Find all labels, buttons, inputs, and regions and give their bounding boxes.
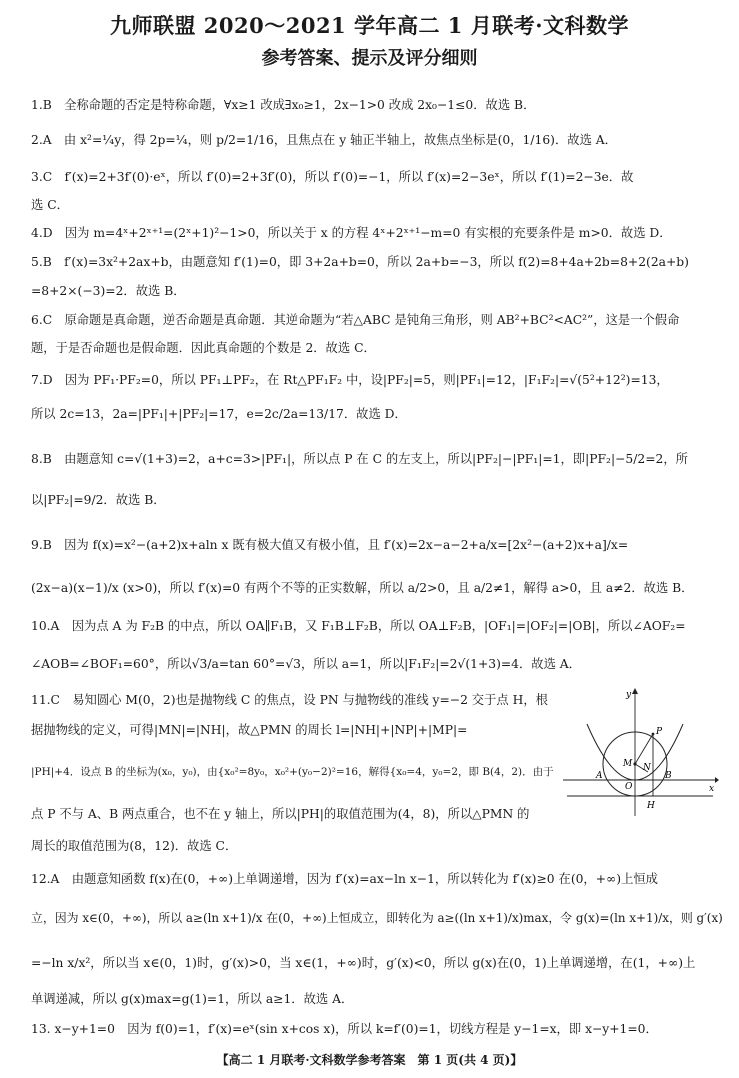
answer-line: 1.B 全称命题的否定是特称命题，∀x≥1 改成∃x₀≥1，2x−1>0 改成 2x₀−1≤0．故选 B．: [31, 98, 536, 112]
answer-line: 题，于是否命题也是假命题．因此真命题的个数是 2．故选 C．: [31, 341, 376, 355]
answer-line: =8+2×(−3)=2．故选 B．: [31, 284, 186, 298]
label-m: M: [623, 759, 633, 769]
answer-line: 周长的取值范围为(8，12)．故选 C．: [31, 839, 238, 853]
answer-line: 单调递减，所以 g(x)max=g(1)=1，所以 a≥1．故选 A．: [31, 992, 354, 1006]
answer-line: 7.D 因为 PF₁·PF₂=0，所以 PF₁⊥PF₂，在 Rt△PF₁F₂ 中，设|PF₂|=5，则|PF₁|=12，|F₁F₂|=√(5²+12²)=13，: [31, 373, 669, 387]
label-origin: O: [625, 782, 633, 792]
answer-line: 8.B 由题意知 c=√(1+3)=2，a+c=3>|PF₁|，所以点 P 在 C 的左支上，所以|PF₂|−|PF₁|=1，即|PF₂|−5/2=2，所: [31, 452, 688, 466]
answer-line: 据抛物线的定义，可得|MN|=|NH|，故△PMN 的周长 l=|NH|+|NP|+|MP|=: [31, 723, 468, 737]
answer-line: 点 P 不与 A、B 两点重合，也不在 y 轴上，所以|PH|的取值范围为(4，8)，所以△PMN 的: [31, 807, 530, 821]
segment-mp: [635, 734, 653, 764]
answer-line: 3.C f′(x)=2+3f′(0)·eˣ，所以 f′(0)=2+3f′(0)，所以 f′(0)=−1，所以 f′(x)=2−3eˣ，所以 f′(1)=2−3e．故: [31, 170, 634, 184]
answer-line: 11.C 易知圆心 M(0，2)也是抛物线 C 的焦点，设 PN 与抛物线的准线 y=−2 交于点 H，根: [31, 693, 548, 707]
label-p: P: [656, 727, 663, 737]
page-footer: 【高二 1 月联考·文科数学参考答案 第 1 页(共 4 页)】: [216, 1053, 523, 1067]
answer-line: 6.C 原命题是真命题，逆否命题是真命题．其逆命题为“若△ABC 是钝角三角形，则 AB²+BC²<AC²”，这是一个假命: [31, 313, 680, 327]
answer-line: 所以 2c=13，2a=|PF₁|+|PF₂|=17，e=2c/2a=13/17．故选 D．: [31, 407, 407, 421]
answer-line: =−ln x/x²，所以当 x∈(0，1)时，g′(x)>0，当 x∈(1，+∞)时，g′(x)<0，所以 g(x)在(0，1)上单调递增，在(1，+∞)上: [31, 956, 696, 970]
label-a: A: [596, 771, 603, 781]
answer-line: 4.D 因为 m=4ˣ+2ˣ⁺¹=(2ˣ+1)²−1>0，所以关于 x 的方程 4ˣ+2ˣ⁺¹−m=0 有实根的充要条件是 m>0．故选 D．: [31, 226, 672, 240]
answer-line: 以|PF₂|=9/2．故选 B．: [31, 493, 166, 507]
answer-line: 10.A 因为点 A 为 F₂B 的中点，所以 OA∥F₁B，又 F₁B⊥F₂B，所以 OA⊥F₂B，|OF₁|=|OF₂|=|OB|，所以∠AOF₂=: [31, 619, 686, 633]
answer-line: 12.A 由题意知函数 f(x)在(0，+∞)上单调递增，因为 f′(x)=ax−ln x−1，所以转化为 f′(x)≥0 在(0，+∞)上恒成: [31, 872, 658, 886]
answer-line: ∠AOB=∠BOF₁=60°，所以√3/a=tan 60°=√3，所以 a=1，所以|F₁F₂|=2√(1+3)=4．故选 A．: [31, 657, 581, 671]
parabola-circle-figure: [563, 688, 719, 816]
answer-line: 5.B f′(x)=3x²+2ax+b，由题意知 f′(1)=0，即 3+2a+b=0，所以 2a+b=−3，所以 f(2)=8+4a+2b=8+2(2a+b): [31, 255, 689, 269]
answer-line: 立，因为 x∈(0，+∞)，所以 a≥(ln x+1)/x 在(0，+∞)上恒成立，即转化为 a≥((ln x+1)/x)max，令 g(x)=(ln x+1)/x，则 g′(x): [31, 911, 723, 925]
label-n: N: [643, 763, 651, 773]
point-m: [633, 762, 636, 765]
answer-line: |PH|+4．设点 B 的坐标为(x₀，y₀)，由{x₀²=8y₀，x₀²+(y₀−2)²=16，解得{x₀=4，y₀=2，即 B(4，2)．由于: [31, 766, 554, 778]
y-axis-arrow: [632, 688, 638, 694]
label-y: y: [626, 690, 632, 700]
answer-line: (2x−a)(x−1)/x (x>0)，所以 f′(x)=0 有两个不等的正实数解，所以 a/2>0，且 a/2≠1，解得 a>0，且 a≠2．故选 B．: [31, 581, 694, 595]
x-axis-arrow: [715, 777, 719, 783]
label-h: H: [647, 801, 655, 811]
document-subtitle: 参考答案、提示及评分细则: [261, 48, 478, 69]
point-p: [652, 733, 655, 736]
answer-line: 选 C．: [31, 198, 69, 212]
answer-line: 9.B 因为 f(x)=x²−(a+2)x+aln x 既有极大值又有极小值，且 f′(x)=2x−a−2+a/x=[2x²−(a+2)x+a]/x=: [31, 538, 629, 552]
answer-line: 2.A 由 x²=¼y，得 2p=¼，则 p/2=1/16，且焦点在 y 轴正半轴上，故焦点坐标是(0，1/16)．故选 A．: [31, 133, 617, 147]
label-b: B: [665, 771, 672, 781]
document-title: 九师联盟 2020～2021 学年高二 1 月联考·文科数学: [109, 13, 630, 38]
answer-line: 13. x−y+1=0 因为 f(0)=1，f′(x)=eˣ(sin x+cos x)，所以 k=f′(0)=1，切线方程是 y−1=x，即 x−y+1=0．: [31, 1022, 658, 1036]
label-x: x: [709, 784, 715, 794]
